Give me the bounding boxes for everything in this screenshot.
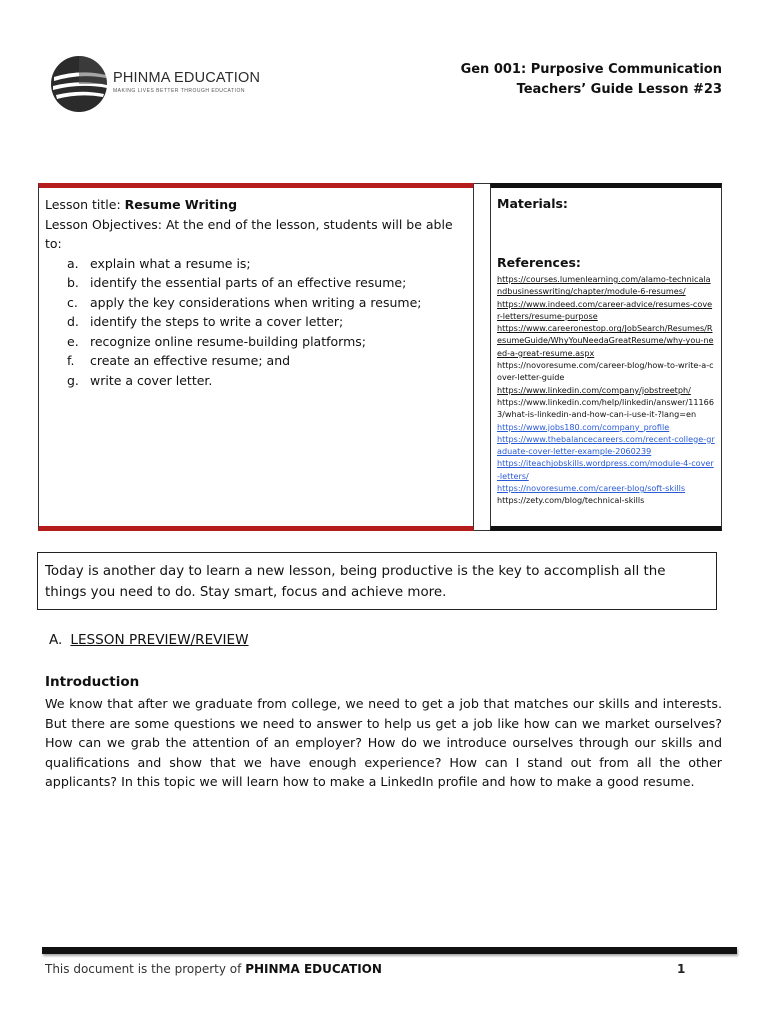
objective-letter: d. xyxy=(67,314,79,329)
section-letter: A. xyxy=(49,632,63,648)
table-spacer-cell xyxy=(474,183,490,531)
reference-link[interactable]: https://novoresume.com/career-blog/soft-skills xyxy=(497,483,686,494)
objective-text: apply the key considerations when writing a resume; xyxy=(90,294,422,310)
footer-rule xyxy=(42,947,737,954)
brand-tagline: MAKING LIVES BETTER THROUGH EDUCATION xyxy=(113,88,245,94)
page-number: 1 xyxy=(677,962,686,976)
motivation-quote: Today is another day to learn a new lesson, being productive is the key to accomplish all the things you need to do. Stay smart, focus and achieve more. xyxy=(37,552,717,610)
phinma-logo-icon xyxy=(50,55,108,113)
objectives-list xyxy=(45,254,470,391)
course-title: Gen 001: Purposive Communication xyxy=(460,62,722,77)
objective-item xyxy=(45,273,470,293)
lesson-details xyxy=(45,195,470,390)
lesson-title-label: Lesson title: xyxy=(45,197,121,212)
objective-item xyxy=(45,371,470,391)
section-label: LESSON PREVIEW/REVIEW xyxy=(70,632,249,648)
objective-letter: g. xyxy=(67,372,79,388)
references-list xyxy=(497,273,715,507)
reference-link[interactable]: https://www.indeed.com/career-advice/resumes-cover-letters/resume-purpose xyxy=(497,298,713,321)
objective-item xyxy=(45,332,470,352)
materials-label: Materials: xyxy=(497,196,568,211)
footer-property-note xyxy=(45,962,382,976)
references-label: References: xyxy=(497,255,581,270)
objective-text: create an effective resume; and xyxy=(90,353,291,368)
footer-owner: PHINMA EDUCATION xyxy=(245,962,382,976)
objective-letter: e. xyxy=(67,333,79,349)
objective-item xyxy=(45,351,470,371)
reference-link: https://www.linkedin.com/help/linkedin/answer/111663/what-is-linkedin-and-how-can-i-use-it-?lang=en xyxy=(497,396,714,420)
reference-link[interactable]: https://www.linkedin.com/company/jobstreetph/ xyxy=(497,384,691,395)
brand-name: PHINMA EDUCATION xyxy=(113,70,261,86)
reference-link[interactable]: https://www.jobs180.com/company_profile xyxy=(497,421,670,432)
reference-link[interactable]: https://www.careeronestop.org/JobSearch/Resumes/ResumeGuide/WhyYouNeedaGreatResume/why-you-need-a-great-resume.aspx xyxy=(497,323,714,358)
guide-title: Teachers’ Guide Lesson #23 xyxy=(516,82,722,97)
objective-text: explain what a resume is; xyxy=(90,255,251,271)
objectives-intro: Lesson Objectives: At the end of the lesson, students will be able to: xyxy=(45,216,453,251)
objective-text: identify the steps to write a cover letter; xyxy=(90,314,344,329)
objective-text: recognize online resume-building platforms; xyxy=(90,333,366,349)
objective-item xyxy=(45,254,470,274)
objective-letter: f. xyxy=(67,353,75,368)
footer-prefix: This document is the property of xyxy=(45,962,242,976)
objective-item xyxy=(45,293,470,313)
objective-letter: c. xyxy=(67,294,78,310)
objective-letter: a. xyxy=(67,255,79,271)
reference-link[interactable]: https://courses.lumenlearning.com/alamo-technicalandbusinesswriting/chapter/module-6-resumes/ xyxy=(497,274,711,297)
section-heading xyxy=(49,632,249,648)
reference-link[interactable]: https://iteachjobskills.wordpress.com/module-4-cover-letters/ xyxy=(497,458,714,481)
objective-item xyxy=(45,312,470,332)
introduction-body: We know that after we graduate from college, we need to get a job that matches our skills and interests. But there are some questions we need to answer to help us get a job like how can we market ourselves? How can we grab the attention of an employer? How do we introduce ourselves through our skills and qualifications and show that we have enough experience? How can I stand out from all the other applicants? In this topic we will learn how to make a LinkedIn profile and how to make a good resume. xyxy=(45,696,722,789)
lesson-title-line xyxy=(45,195,470,215)
reference-link[interactable]: https://www.thebalancecareers.com/recent-college-graduate-cover-letter-example-2060239 xyxy=(497,433,715,457)
objective-text: write a cover letter. xyxy=(90,372,213,388)
reference-link: https://novoresume.com/career-blog/how-to-write-a-cover-letter-guide xyxy=(497,360,714,383)
reference-link: https://zety.com/blog/technical-skills xyxy=(497,495,645,506)
introduction-heading: Introduction xyxy=(45,674,140,690)
objective-text: identify the essential parts of an effective resume; xyxy=(90,275,407,290)
lesson-title: Resume Writing xyxy=(124,197,238,212)
objective-letter: b. xyxy=(67,275,79,290)
